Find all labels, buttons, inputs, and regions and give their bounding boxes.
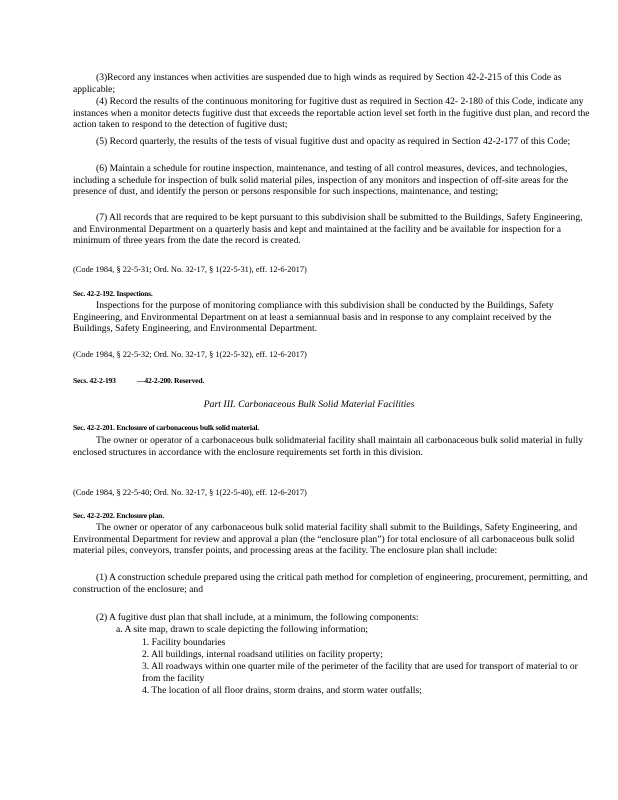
subsection-191-item-5: (5) Record quarterly, the results of the tests of visual fugitive dust and opacity as required in Section 42-2-177 of this Code; <box>96 136 571 147</box>
section-201-citation: (Code 1984, § 22-5-40; Ord. No. 32-17, § 1(22-5-40), eff. 12-6-2017) <box>73 488 307 497</box>
subsection-191-item-7: (7) All records that are required to be kept pursuant to this subdivision shall be submitted to the Buildings, Safety Engineering, and Environmental Department on a quarterly basis and kept and maintained at the facility and be available for inspection for a minimum of three years from the date the record is created. <box>73 212 583 247</box>
section-202-item-1: (1) A construction schedule prepared using the critical path method for completion of engineering, procurement, permitting, and construction of the enclosure; and <box>73 572 588 595</box>
part-3-title: Part III. Carbonaceous Bulk Solid Material Facilities <box>203 399 415 410</box>
section-202-item-2: (2) A fugitive dust plan that shall include, at a minimum, the following components: <box>96 612 419 623</box>
section-202-heading: Sec. 42-2-202. Enclosure plan. <box>73 511 164 520</box>
subsection-191-citation: (Code 1984, § 22-5-31; Ord. No. 32-17, § 1(22-5-31), eff. 12-6-2017) <box>73 265 307 274</box>
map-item-3: 3. All roadways within one quarter mile of the perimeter of the facility that are used for transport of material to or from the facility <box>142 661 578 684</box>
section-202-body: The owner or operator of any carbonaceous bulk solid material facility shall submit to the Buildings, Safety Engineering, and Environmental Department for review and approval a plan (the “enclosure plan”) for total enclosure of all carbonaceous bulk solid material piles, conveyors, transfer points, and processing areas at the facility. The enclosure plan shall include: <box>73 522 578 557</box>
section-192-body: Inspections for the purpose of monitoring compliance with this subdivision shall be conducted by the Buildings, Safety Engineering, and Environmental Department on at least a semiannual basis and in response to any complaint received by the Buildings, Safety Engineering, and Environmental Department. <box>73 300 554 335</box>
reserved-sections-heading-end: —42-2-200. Reserved. <box>137 376 205 385</box>
subsection-191-item-3: (3)Record any instances when activities are suspended due to high winds as required by Section 42-2-215 of this Code as applicable; <box>73 72 562 95</box>
section-192-heading: Sec. 42-2-192. Inspections. <box>73 289 153 298</box>
section-201-heading: Sec. 42-2-201. Enclosure of carbonaceous bulk solid material. <box>73 423 259 432</box>
section-202-item-2a: a. A site map, drawn to scale depicting the following information; <box>116 624 369 635</box>
map-item-1: 1. Facility boundaries <box>142 637 226 648</box>
section-201-body: The owner or operator of a carbonaceous bulk solidmaterial facility shall maintain all carbonaceous bulk solid material in fully enclosed structures in accordance with the enclosure requirements set forth in this division. <box>73 435 583 458</box>
subsection-191-item-4: (4) Record the results of the continuous monitoring for fugitive dust as required in Section 42- 2-180 of this Code, indicate any instances when a monitor detects fugitive dust that exceeds the reportable action level set forth in the fugitive dust plan, and record the action taken to respond to the detection of fugitive dust; <box>73 96 590 131</box>
map-item-4: 4. The location of all floor drains, storm drains, and storm water outfalls; <box>142 685 422 696</box>
section-192-citation: (Code 1984, § 22-5-32; Ord. No. 32-17, § 1(22-5-32), eff. 12-6-2017) <box>73 350 307 359</box>
map-item-2: 2. All buildings, internal roadsand utilities on facility property; <box>142 649 383 660</box>
reserved-sections-heading: Secs. 42-2-193 <box>73 376 116 385</box>
subsection-191-item-6: (6) Maintain a schedule for routine inspection, maintenance, and testing of all control measures, devices, and technologies, including a schedule for inspection of bulk solid material piles, inspection of any monitors and inspection of off-site areas for the presence of dust, and identify the person or persons responsible for such inspections, maintenance, and testing; <box>73 163 569 198</box>
